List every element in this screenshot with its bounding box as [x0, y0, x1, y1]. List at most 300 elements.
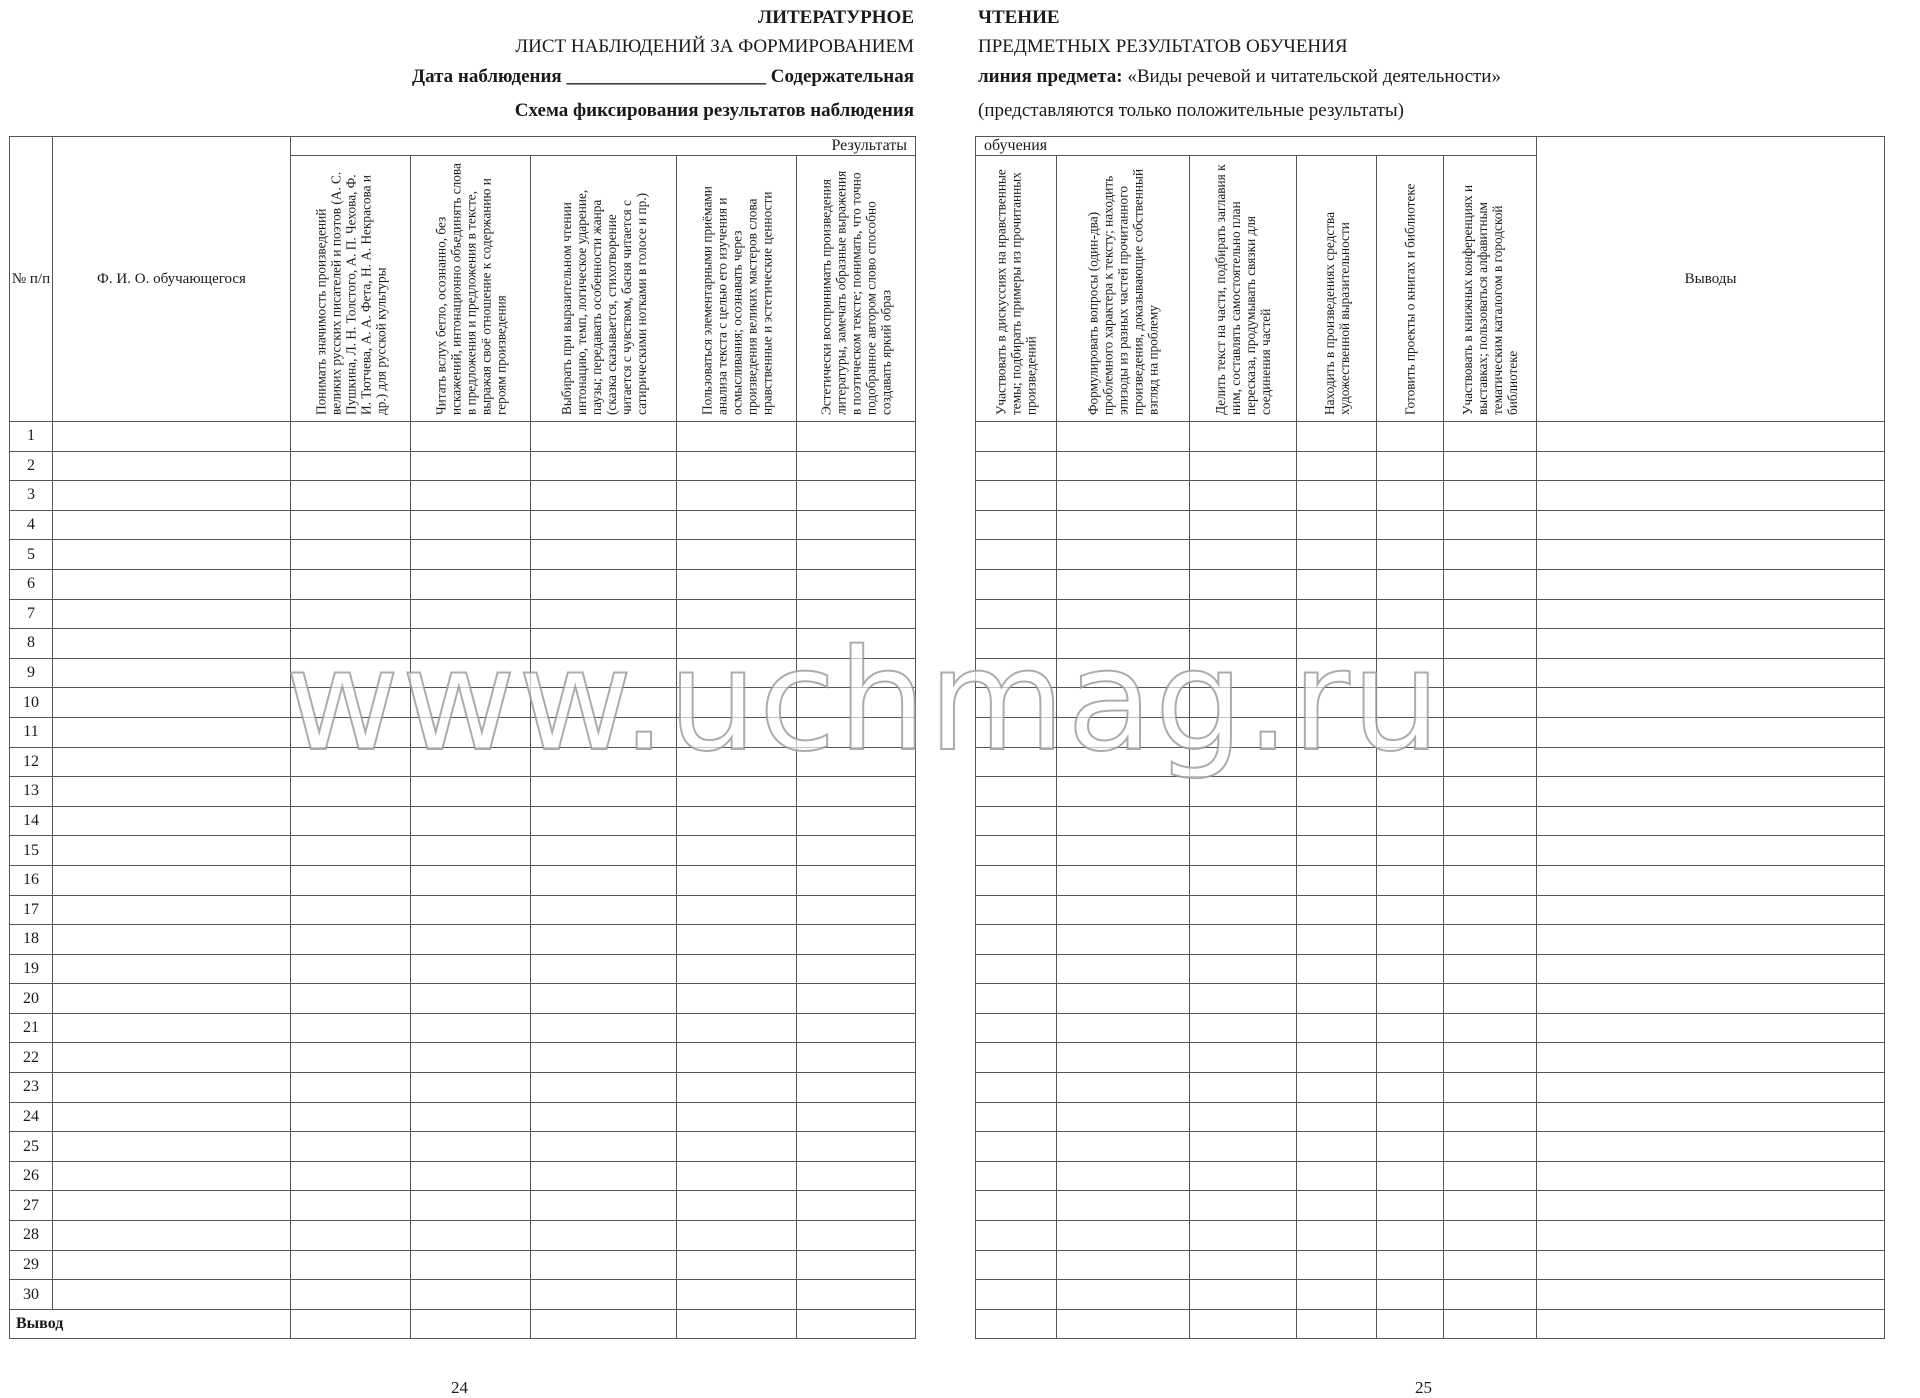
student-name-cell[interactable]	[53, 658, 291, 688]
student-name-cell[interactable]	[53, 717, 291, 747]
result-cell[interactable]	[1444, 1013, 1537, 1043]
result-cell[interactable]	[797, 1191, 916, 1221]
result-cell[interactable]	[291, 806, 411, 836]
result-cell[interactable]	[1057, 836, 1190, 866]
result-cell[interactable]	[411, 1250, 531, 1280]
result-cell[interactable]	[1377, 925, 1444, 955]
result-cell[interactable]	[976, 688, 1057, 718]
result-cell[interactable]	[1377, 1102, 1444, 1132]
conclusion-cell[interactable]	[1537, 954, 1885, 984]
conclusion-cell[interactable]	[1537, 1013, 1885, 1043]
result-cell[interactable]	[1057, 717, 1190, 747]
result-cell[interactable]	[976, 865, 1057, 895]
result-cell[interactable]	[976, 481, 1057, 511]
result-cell[interactable]	[976, 599, 1057, 629]
result-cell[interactable]	[1377, 954, 1444, 984]
result-cell[interactable]	[797, 1250, 916, 1280]
result-cell[interactable]	[797, 1013, 916, 1043]
result-cell[interactable]	[1444, 1043, 1537, 1073]
result-cell[interactable]	[677, 1073, 797, 1103]
result-cell[interactable]	[1444, 836, 1537, 866]
conclusion-cell[interactable]	[1537, 1043, 1885, 1073]
conclusion-cell[interactable]	[1537, 717, 1885, 747]
result-cell[interactable]	[976, 510, 1057, 540]
result-cell[interactable]	[531, 599, 677, 629]
result-cell[interactable]	[531, 510, 677, 540]
result-cell[interactable]	[1057, 688, 1190, 718]
result-cell[interactable]	[976, 954, 1057, 984]
result-cell[interactable]	[1057, 540, 1190, 570]
result-cell[interactable]	[531, 895, 677, 925]
result-cell[interactable]	[1190, 451, 1297, 481]
result-cell[interactable]	[411, 451, 531, 481]
result-cell[interactable]	[1190, 422, 1297, 452]
result-cell[interactable]	[531, 777, 677, 807]
result-cell[interactable]	[976, 747, 1057, 777]
result-cell[interactable]	[411, 629, 531, 659]
result-cell[interactable]	[291, 865, 411, 895]
result-cell[interactable]	[1444, 629, 1537, 659]
result-cell[interactable]	[1297, 422, 1377, 452]
result-cell[interactable]	[1190, 1191, 1297, 1221]
result-cell[interactable]	[1190, 629, 1297, 659]
student-name-cell[interactable]	[53, 1221, 291, 1251]
result-cell[interactable]	[1444, 954, 1537, 984]
result-cell[interactable]	[531, 1250, 677, 1280]
result-cell[interactable]	[531, 984, 677, 1014]
student-name-cell[interactable]	[53, 1280, 291, 1310]
result-cell[interactable]	[1190, 984, 1297, 1014]
result-cell[interactable]	[1297, 836, 1377, 866]
result-cell[interactable]	[411, 540, 531, 570]
result-cell[interactable]	[797, 688, 916, 718]
result-cell[interactable]	[976, 1191, 1057, 1221]
result-cell[interactable]	[976, 925, 1057, 955]
student-name-cell[interactable]	[53, 806, 291, 836]
result-cell[interactable]	[797, 836, 916, 866]
result-cell[interactable]	[1190, 954, 1297, 984]
result-cell[interactable]	[1444, 510, 1537, 540]
result-cell[interactable]	[411, 599, 531, 629]
result-cell[interactable]	[291, 1221, 411, 1251]
result-cell[interactable]	[677, 481, 797, 511]
result-cell[interactable]	[1377, 629, 1444, 659]
result-cell[interactable]	[797, 747, 916, 777]
result-cell[interactable]	[1297, 629, 1377, 659]
result-cell[interactable]	[1297, 747, 1377, 777]
result-cell[interactable]	[1297, 1221, 1377, 1251]
result-cell[interactable]	[411, 1102, 531, 1132]
summary-cell[interactable]	[797, 1309, 916, 1338]
summary-cell[interactable]	[976, 1309, 1057, 1338]
result-cell[interactable]	[291, 984, 411, 1014]
result-cell[interactable]	[1190, 481, 1297, 511]
result-cell[interactable]	[291, 1073, 411, 1103]
result-cell[interactable]	[291, 658, 411, 688]
result-cell[interactable]	[1444, 540, 1537, 570]
conclusion-cell[interactable]	[1537, 777, 1885, 807]
result-cell[interactable]	[1444, 658, 1537, 688]
result-cell[interactable]	[411, 1191, 531, 1221]
conclusion-cell[interactable]	[1537, 806, 1885, 836]
student-name-cell[interactable]	[53, 865, 291, 895]
result-cell[interactable]	[531, 658, 677, 688]
result-cell[interactable]	[677, 806, 797, 836]
student-name-cell[interactable]	[53, 1132, 291, 1162]
conclusion-cell[interactable]	[1537, 481, 1885, 511]
result-cell[interactable]	[1444, 422, 1537, 452]
summary-cell[interactable]	[291, 1309, 411, 1338]
result-cell[interactable]	[976, 569, 1057, 599]
result-cell[interactable]	[677, 629, 797, 659]
result-cell[interactable]	[291, 895, 411, 925]
result-cell[interactable]	[976, 1043, 1057, 1073]
result-cell[interactable]	[291, 1102, 411, 1132]
result-cell[interactable]	[976, 422, 1057, 452]
result-cell[interactable]	[976, 1250, 1057, 1280]
result-cell[interactable]	[1297, 451, 1377, 481]
conclusion-cell[interactable]	[1537, 1132, 1885, 1162]
result-cell[interactable]	[531, 865, 677, 895]
result-cell[interactable]	[677, 540, 797, 570]
result-cell[interactable]	[531, 1102, 677, 1132]
result-cell[interactable]	[1057, 422, 1190, 452]
result-cell[interactable]	[976, 451, 1057, 481]
result-cell[interactable]	[1057, 806, 1190, 836]
result-cell[interactable]	[1057, 481, 1190, 511]
result-cell[interactable]	[1057, 1250, 1190, 1280]
result-cell[interactable]	[531, 1013, 677, 1043]
result-cell[interactable]	[1057, 599, 1190, 629]
result-cell[interactable]	[411, 1073, 531, 1103]
result-cell[interactable]	[1057, 1073, 1190, 1103]
result-cell[interactable]	[1297, 895, 1377, 925]
result-cell[interactable]	[976, 658, 1057, 688]
result-cell[interactable]	[291, 1013, 411, 1043]
result-cell[interactable]	[1297, 806, 1377, 836]
result-cell[interactable]	[1190, 688, 1297, 718]
summary-cell[interactable]	[411, 1309, 531, 1338]
result-cell[interactable]	[1190, 865, 1297, 895]
result-cell[interactable]	[1377, 510, 1444, 540]
result-cell[interactable]	[1377, 1073, 1444, 1103]
result-cell[interactable]	[1297, 1102, 1377, 1132]
result-cell[interactable]	[291, 954, 411, 984]
result-cell[interactable]	[1057, 451, 1190, 481]
result-cell[interactable]	[1190, 1013, 1297, 1043]
result-cell[interactable]	[677, 422, 797, 452]
result-cell[interactable]	[531, 1132, 677, 1162]
result-cell[interactable]	[1297, 481, 1377, 511]
result-cell[interactable]	[1444, 569, 1537, 599]
result-cell[interactable]	[1057, 1102, 1190, 1132]
result-cell[interactable]	[411, 481, 531, 511]
conclusion-cell[interactable]	[1537, 510, 1885, 540]
result-cell[interactable]	[677, 954, 797, 984]
result-cell[interactable]	[797, 1221, 916, 1251]
result-cell[interactable]	[976, 1073, 1057, 1103]
student-name-cell[interactable]	[53, 422, 291, 452]
result-cell[interactable]	[976, 1132, 1057, 1162]
result-cell[interactable]	[1444, 1221, 1537, 1251]
result-cell[interactable]	[1297, 1043, 1377, 1073]
result-cell[interactable]	[411, 925, 531, 955]
result-cell[interactable]	[677, 688, 797, 718]
result-cell[interactable]	[1444, 1191, 1537, 1221]
result-cell[interactable]	[1377, 540, 1444, 570]
student-name-cell[interactable]	[53, 984, 291, 1014]
result-cell[interactable]	[677, 836, 797, 866]
result-cell[interactable]	[1190, 1043, 1297, 1073]
result-cell[interactable]	[1444, 777, 1537, 807]
student-name-cell[interactable]	[53, 540, 291, 570]
result-cell[interactable]	[411, 777, 531, 807]
result-cell[interactable]	[976, 1221, 1057, 1251]
conclusion-cell[interactable]	[1537, 1073, 1885, 1103]
result-cell[interactable]	[1190, 777, 1297, 807]
result-cell[interactable]	[1057, 865, 1190, 895]
result-cell[interactable]	[1444, 717, 1537, 747]
result-cell[interactable]	[411, 422, 531, 452]
result-cell[interactable]	[1377, 569, 1444, 599]
result-cell[interactable]	[1444, 1132, 1537, 1162]
summary-cell[interactable]	[1057, 1309, 1190, 1338]
conclusion-cell[interactable]	[1537, 1280, 1885, 1310]
result-cell[interactable]	[531, 1161, 677, 1191]
result-cell[interactable]	[1057, 629, 1190, 659]
result-cell[interactable]	[1297, 569, 1377, 599]
result-cell[interactable]	[797, 1043, 916, 1073]
result-cell[interactable]	[1444, 895, 1537, 925]
result-cell[interactable]	[291, 1132, 411, 1162]
result-cell[interactable]	[976, 1013, 1057, 1043]
result-cell[interactable]	[1057, 1161, 1190, 1191]
result-cell[interactable]	[797, 1073, 916, 1103]
result-cell[interactable]	[531, 1073, 677, 1103]
conclusion-cell[interactable]	[1537, 688, 1885, 718]
result-cell[interactable]	[531, 629, 677, 659]
result-cell[interactable]	[797, 658, 916, 688]
result-cell[interactable]	[1444, 984, 1537, 1014]
result-cell[interactable]	[1190, 599, 1297, 629]
result-cell[interactable]	[291, 1191, 411, 1221]
result-cell[interactable]	[411, 569, 531, 599]
result-cell[interactable]	[1190, 1073, 1297, 1103]
result-cell[interactable]	[797, 422, 916, 452]
result-cell[interactable]	[1297, 1280, 1377, 1310]
result-cell[interactable]	[411, 1280, 531, 1310]
result-cell[interactable]	[797, 865, 916, 895]
result-cell[interactable]	[1190, 1280, 1297, 1310]
result-cell[interactable]	[677, 569, 797, 599]
result-cell[interactable]	[411, 658, 531, 688]
result-cell[interactable]	[1297, 688, 1377, 718]
result-cell[interactable]	[1057, 1221, 1190, 1251]
result-cell[interactable]	[531, 954, 677, 984]
student-name-cell[interactable]	[53, 747, 291, 777]
result-cell[interactable]	[677, 658, 797, 688]
result-cell[interactable]	[677, 1250, 797, 1280]
result-cell[interactable]	[1057, 747, 1190, 777]
result-cell[interactable]	[1377, 806, 1444, 836]
result-cell[interactable]	[531, 1280, 677, 1310]
result-cell[interactable]	[1190, 806, 1297, 836]
result-cell[interactable]	[531, 451, 677, 481]
result-cell[interactable]	[677, 1043, 797, 1073]
result-cell[interactable]	[677, 895, 797, 925]
result-cell[interactable]	[531, 836, 677, 866]
conclusion-cell[interactable]	[1537, 1250, 1885, 1280]
result-cell[interactable]	[797, 510, 916, 540]
result-cell[interactable]	[1057, 1280, 1190, 1310]
result-cell[interactable]	[1444, 925, 1537, 955]
conclusion-cell[interactable]	[1537, 747, 1885, 777]
result-cell[interactable]	[976, 540, 1057, 570]
result-cell[interactable]	[411, 895, 531, 925]
result-cell[interactable]	[411, 984, 531, 1014]
result-cell[interactable]	[1297, 865, 1377, 895]
result-cell[interactable]	[1057, 569, 1190, 599]
result-cell[interactable]	[677, 1132, 797, 1162]
result-cell[interactable]	[531, 688, 677, 718]
result-cell[interactable]	[1057, 1191, 1190, 1221]
result-cell[interactable]	[797, 451, 916, 481]
result-cell[interactable]	[291, 1250, 411, 1280]
student-name-cell[interactable]	[53, 954, 291, 984]
student-name-cell[interactable]	[53, 1073, 291, 1103]
result-cell[interactable]	[291, 540, 411, 570]
result-cell[interactable]	[797, 777, 916, 807]
result-cell[interactable]	[797, 925, 916, 955]
result-cell[interactable]	[797, 569, 916, 599]
result-cell[interactable]	[797, 629, 916, 659]
result-cell[interactable]	[1190, 1161, 1297, 1191]
result-cell[interactable]	[677, 1280, 797, 1310]
result-cell[interactable]	[291, 1280, 411, 1310]
result-cell[interactable]	[677, 717, 797, 747]
result-cell[interactable]	[411, 865, 531, 895]
result-cell[interactable]	[1297, 1132, 1377, 1162]
result-cell[interactable]	[531, 1221, 677, 1251]
result-cell[interactable]	[1377, 451, 1444, 481]
result-cell[interactable]	[1190, 510, 1297, 540]
result-cell[interactable]	[291, 599, 411, 629]
result-cell[interactable]	[291, 717, 411, 747]
result-cell[interactable]	[677, 1191, 797, 1221]
conclusion-cell[interactable]	[1537, 895, 1885, 925]
result-cell[interactable]	[677, 599, 797, 629]
result-cell[interactable]	[1297, 984, 1377, 1014]
student-name-cell[interactable]	[53, 1102, 291, 1132]
result-cell[interactable]	[1377, 1013, 1444, 1043]
result-cell[interactable]	[976, 777, 1057, 807]
result-cell[interactable]	[797, 717, 916, 747]
result-cell[interactable]	[1297, 1013, 1377, 1043]
result-cell[interactable]	[1377, 777, 1444, 807]
result-cell[interactable]	[531, 569, 677, 599]
result-cell[interactable]	[976, 717, 1057, 747]
result-cell[interactable]	[677, 1161, 797, 1191]
result-cell[interactable]	[1444, 1280, 1537, 1310]
result-cell[interactable]	[1377, 1221, 1444, 1251]
result-cell[interactable]	[1377, 865, 1444, 895]
result-cell[interactable]	[1057, 925, 1190, 955]
result-cell[interactable]	[291, 777, 411, 807]
result-cell[interactable]	[1377, 1132, 1444, 1162]
student-name-cell[interactable]	[53, 629, 291, 659]
result-cell[interactable]	[1377, 717, 1444, 747]
result-cell[interactable]	[1190, 1132, 1297, 1162]
result-cell[interactable]	[1444, 1102, 1537, 1132]
result-cell[interactable]	[1377, 599, 1444, 629]
result-cell[interactable]	[1190, 1102, 1297, 1132]
result-cell[interactable]	[531, 806, 677, 836]
result-cell[interactable]	[411, 1013, 531, 1043]
conclusion-cell[interactable]	[1537, 1191, 1885, 1221]
result-cell[interactable]	[1297, 1191, 1377, 1221]
summary-cell[interactable]	[531, 1309, 677, 1338]
result-cell[interactable]	[797, 1161, 916, 1191]
result-cell[interactable]	[1190, 836, 1297, 866]
result-cell[interactable]	[797, 895, 916, 925]
result-cell[interactable]	[677, 1102, 797, 1132]
result-cell[interactable]	[1057, 895, 1190, 925]
conclusion-cell[interactable]	[1537, 540, 1885, 570]
student-name-cell[interactable]	[53, 836, 291, 866]
result-cell[interactable]	[291, 836, 411, 866]
result-cell[interactable]	[1377, 1043, 1444, 1073]
conclusion-cell[interactable]	[1537, 836, 1885, 866]
result-cell[interactable]	[1444, 688, 1537, 718]
result-cell[interactable]	[797, 540, 916, 570]
result-cell[interactable]	[1444, 1161, 1537, 1191]
summary-cell[interactable]	[677, 1309, 797, 1338]
result-cell[interactable]	[1377, 836, 1444, 866]
result-cell[interactable]	[411, 1161, 531, 1191]
result-cell[interactable]	[677, 747, 797, 777]
result-cell[interactable]	[677, 777, 797, 807]
result-cell[interactable]	[411, 747, 531, 777]
result-cell[interactable]	[291, 1043, 411, 1073]
result-cell[interactable]	[1297, 717, 1377, 747]
result-cell[interactable]	[1444, 599, 1537, 629]
student-name-cell[interactable]	[53, 1250, 291, 1280]
result-cell[interactable]	[976, 895, 1057, 925]
result-cell[interactable]	[797, 954, 916, 984]
result-cell[interactable]	[976, 1280, 1057, 1310]
result-cell[interactable]	[1297, 777, 1377, 807]
result-cell[interactable]	[1444, 806, 1537, 836]
result-cell[interactable]	[1444, 865, 1537, 895]
result-cell[interactable]	[291, 510, 411, 540]
result-cell[interactable]	[531, 1043, 677, 1073]
result-cell[interactable]	[1377, 895, 1444, 925]
result-cell[interactable]	[531, 422, 677, 452]
result-cell[interactable]	[1377, 422, 1444, 452]
result-cell[interactable]	[797, 1280, 916, 1310]
result-cell[interactable]	[1377, 1161, 1444, 1191]
result-cell[interactable]	[677, 865, 797, 895]
result-cell[interactable]	[1377, 658, 1444, 688]
result-cell[interactable]	[411, 954, 531, 984]
result-cell[interactable]	[976, 984, 1057, 1014]
result-cell[interactable]	[531, 747, 677, 777]
result-cell[interactable]	[677, 984, 797, 1014]
result-cell[interactable]	[1297, 1250, 1377, 1280]
result-cell[interactable]	[976, 806, 1057, 836]
summary-cell[interactable]	[1190, 1309, 1297, 1338]
result-cell[interactable]	[291, 481, 411, 511]
